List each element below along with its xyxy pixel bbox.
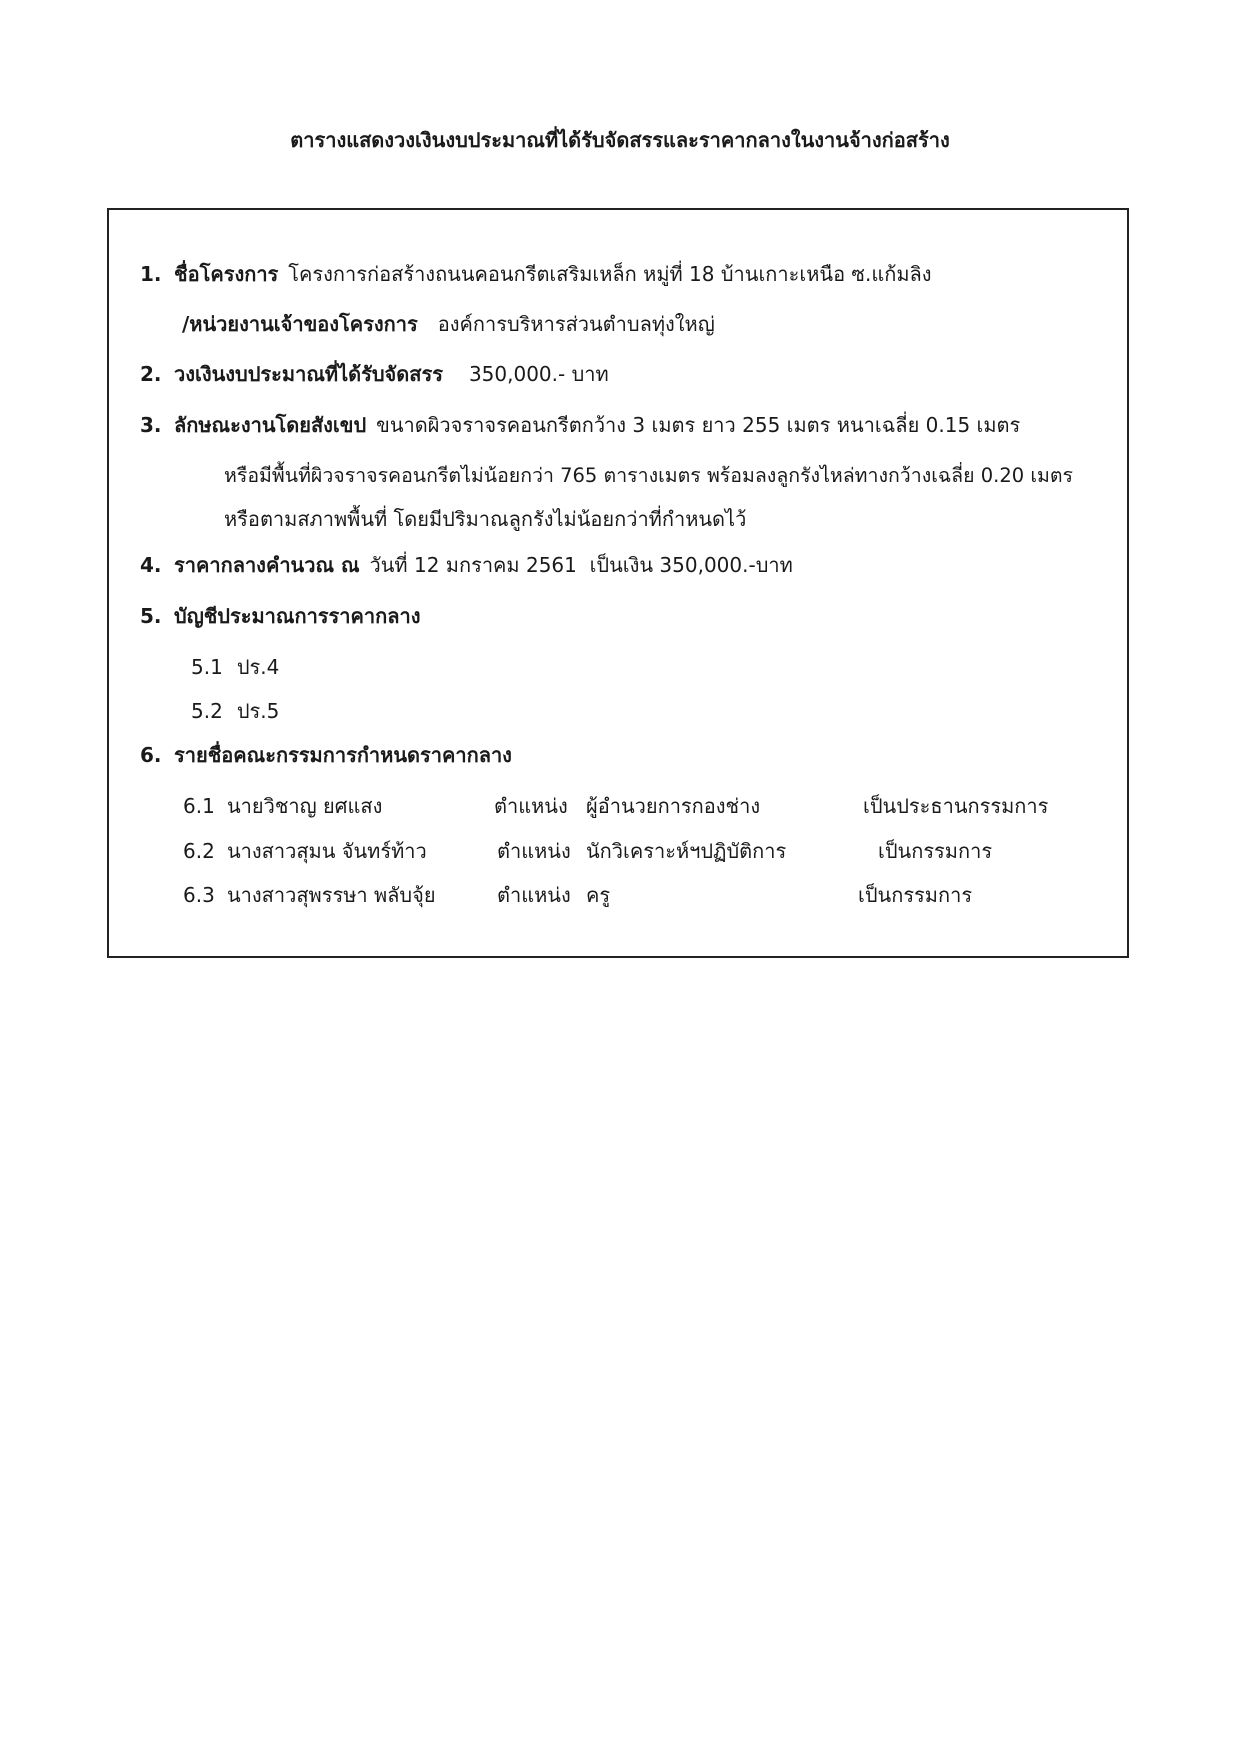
member-name: นางสาวสุมน จันทร์ท้าว xyxy=(227,839,427,863)
item-5-2-text: ปร.5 xyxy=(236,699,280,723)
member-name: นายวิชาญ ยศแสง xyxy=(227,794,383,818)
item-3-line-3: หรือตามสภาพพื้นที่ โดยมีปริมาณลูกรังไม่น้อยกว่าที่กำหนดไว้ xyxy=(224,507,747,531)
item-4-value: วันที่ 12 มกราคม 2561 เป็นเงิน 350,000.-บาท xyxy=(369,553,793,577)
member-name: นางสาวสุพรรษา พลับจุ้ย xyxy=(227,883,436,907)
item-4-label: ราคากลางคำนวณ ณ xyxy=(174,553,360,577)
item-1-value: โครงการก่อสร้างถนนคอนกรีตเสริมเหล็ก หมู่ที่ 18 บ้านเกาะเหนือ ซ.แก้มลิง xyxy=(288,262,932,286)
item-1-sub-value: องค์การบริหารส่วนตำบลทุ่งใหญ่ xyxy=(437,312,715,336)
item-6-label: รายชื่อคณะกรรมการกำหนดราคากลาง xyxy=(174,743,512,767)
item-5-1-text: ปร.4 xyxy=(236,655,280,679)
item-3-value: ขนาดผิวจราจรคอนกรีตกว้าง 3 เมตร ยาว 255 เมตร หนาเฉลี่ย 0.15 เมตร xyxy=(376,413,1021,437)
item-3-label: ลักษณะงานโดยสังเขป xyxy=(174,413,367,437)
item-4-row xyxy=(140,555,793,575)
item-1-sub-label: /หน่วยงานเจ้าของโครงการ xyxy=(182,312,418,336)
item-3-number: 3. xyxy=(140,413,162,437)
member-position: ผู้อำนวยการกองช่าง xyxy=(586,794,761,818)
item-6-number: 6. xyxy=(140,743,162,767)
item-5-number: 5. xyxy=(140,604,162,628)
item-1-number: 1. xyxy=(140,262,162,286)
item-1-row xyxy=(140,264,932,284)
committee-row xyxy=(0,885,1240,909)
item-2-label: วงเงินงบประมาณที่ได้รับจัดสรร xyxy=(174,362,443,386)
item-2-value: 350,000.- บาท xyxy=(468,362,609,386)
item-5-row xyxy=(140,606,420,626)
item-5-1-number: 5.1 xyxy=(191,655,223,679)
member-position-label: ตำแหน่ง xyxy=(497,839,571,863)
member-position: ครู xyxy=(586,883,611,907)
item-3-line-2: หรือมีพื้นที่ผิวจราจรคอนกรีตไม่น้อยกว่า 765 ตารางเมตร พร้อมลงลูกรังไหล่ทางกว้างเฉลี่ย 0.20 เมตร xyxy=(224,464,1074,487)
item-5-1-row xyxy=(191,657,279,677)
member-position-label: ตำแหน่ง xyxy=(497,883,571,907)
committee-row xyxy=(0,796,1240,820)
item-1-sub-row xyxy=(182,314,715,334)
member-number: 6.2 xyxy=(183,839,215,863)
member-position-label: ตำแหน่ง xyxy=(494,794,568,818)
member-number: 6.3 xyxy=(183,883,215,907)
member-position: นักวิเคราะห์ฯปฏิบัติการ xyxy=(586,839,787,863)
item-5-2-row xyxy=(191,701,279,721)
item-6-row xyxy=(140,745,512,765)
item-5-label: บัญชีประมาณการราคากลาง xyxy=(174,604,421,628)
item-2-row xyxy=(140,364,609,384)
member-number: 6.1 xyxy=(183,794,215,818)
item-4-number: 4. xyxy=(140,553,162,577)
member-role: เป็นกรรมการ xyxy=(858,883,973,907)
member-role: เป็นประธานกรรมการ xyxy=(863,794,1049,818)
item-2-number: 2. xyxy=(140,362,162,386)
document-title: ตารางแสดงวงเงินงบประมาณที่ได้รับจัดสรรและราคากลางในงานจ้างก่อสร้าง xyxy=(290,128,950,152)
member-role: เป็นกรรมการ xyxy=(878,839,993,863)
item-3-row xyxy=(140,415,1020,435)
item-1-label: ชื่อโครงการ xyxy=(174,262,279,286)
item-5-2-number: 5.2 xyxy=(191,699,223,723)
committee-row xyxy=(0,841,1240,865)
